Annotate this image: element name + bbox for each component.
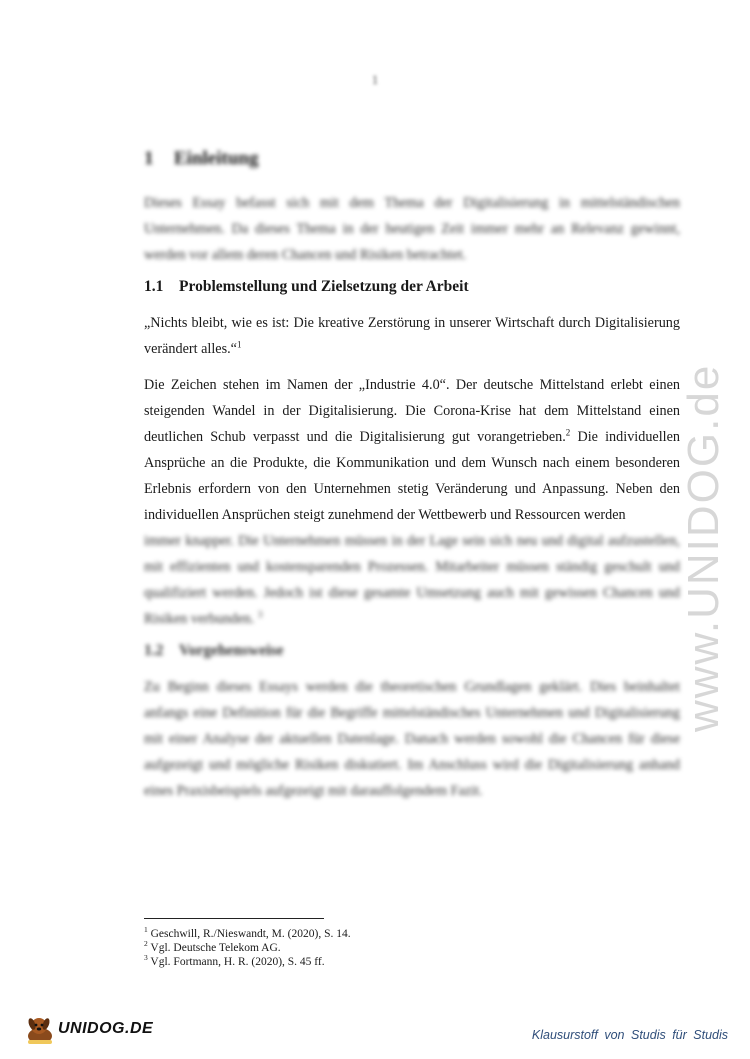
quote-paragraph [144,310,680,362]
section-heading-1 [144,148,680,172]
footnote-ref: 1 [236,339,242,350]
logo-text: UNIDOG.DE [58,1020,154,1037]
footnote-separator [144,918,324,919]
footnote-text: Geschwill, R./Nieswandt, M. (2020), S. 14. [147,928,351,940]
section-title: Vorgehensweise [179,642,284,659]
body-paragraph [144,372,680,528]
section-number: 1 [144,148,154,169]
body-paragraph-blurred [144,528,680,632]
footnote-1 [144,927,624,941]
section-title: Einleitung [174,148,259,169]
footnote-2 [144,941,624,955]
footnote-ref: 2 [565,427,571,438]
section-heading-1-2 [144,642,680,664]
footnote-text: Vgl. Fortmann, H. R. (2020), S. 45 ff. [147,956,325,968]
dog-mascot-icon [22,1014,58,1046]
footnote-number: 2 [144,939,148,949]
body-text: Die individuellen Ansprüche an die Produkte, die Kommunikation und dem Wunsch nach einem besonderen Erlebnis erfordern von den Unternehmen stetig Veränderung und Anpassung. Neben den individuellen Ansprüchen steigt zunehmend der Wettbewerb und Ressourcen werden [144,429,680,523]
section-title: Problemstellung und Zielsetzung der Arbeit [179,278,469,295]
section-heading-1-1 [144,278,680,300]
footnote-3 [144,955,624,969]
document-body [144,148,680,814]
footnote-text: Vgl. Deutsche Telekom AG. [147,942,281,954]
quote-text: „Nichts bleibt, wie es ist: Die kreative Zerstörung in unserer Wirtschaft durch Digitalisierung verändert alles.“ [144,315,680,357]
watermark-text: www.UNIDOG.de [679,363,728,732]
section-number: 1.1 [144,278,164,295]
tagline: Klausurstoff von Studis für Studis [531,1028,728,1042]
section-number: 1.2 [144,642,164,659]
footnote-ref: 3 [257,609,263,620]
unidog-logo[interactable] [22,1014,162,1046]
body-text: Die Zeichen stehen im Namen der „Industrie 4.0“. Der deutsche Mittelstand erlebt einen steigenden Wandel in der Digitalisierung. Die Corona-Krise hat dem Mittelstand einen deutlichen Schub verpasst und die Digitalisierung gut vorangetrieben. [144,377,680,445]
procedure-paragraph: Zu Beginn dieses Essays werden die theoretischen Grundlagen geklärt. Dies beinhaltet anfangs eine Definition für die Begriffe mittelständisches Unternehmen und Digitalisierung mit einer Analyse der aktuellen Datenlage. Danach werden sowohl die Chancen für diese aufgezeigt und mögliche Risiken diskutiert. Im Anschluss wird die Digitalisierung anhand eines Praxisbeispiels aufgezeigt mit darauffolgendem Fazit. [144,679,680,799]
footnote-number: 3 [144,953,148,963]
body-text: immer knapper. Die Unternehmen müssen in der Lage sein sich neu und digital aufzustellen, mit effizienten und kostensparenden Prozessen. Mitarbeiter müssen ständig geschult und qualifiziert werden. Jedoch ist diese gesamte Umsetzung auch mit gewissen Chancen und Risiken verbunden. [144,533,680,627]
page-number: 1 [371,72,379,87]
footnote-number: 1 [144,925,148,935]
intro-paragraph: Dieses Essay befasst sich mit dem Thema der Digitalisierung in mittelständischen Unternehmen. Da dieses Thema in der heutigen Zeit immer mehr an Relevanz gewinnt, werden vor allem deren Chancen und Risiken betrachtet. [144,195,680,263]
footnotes [144,927,624,969]
